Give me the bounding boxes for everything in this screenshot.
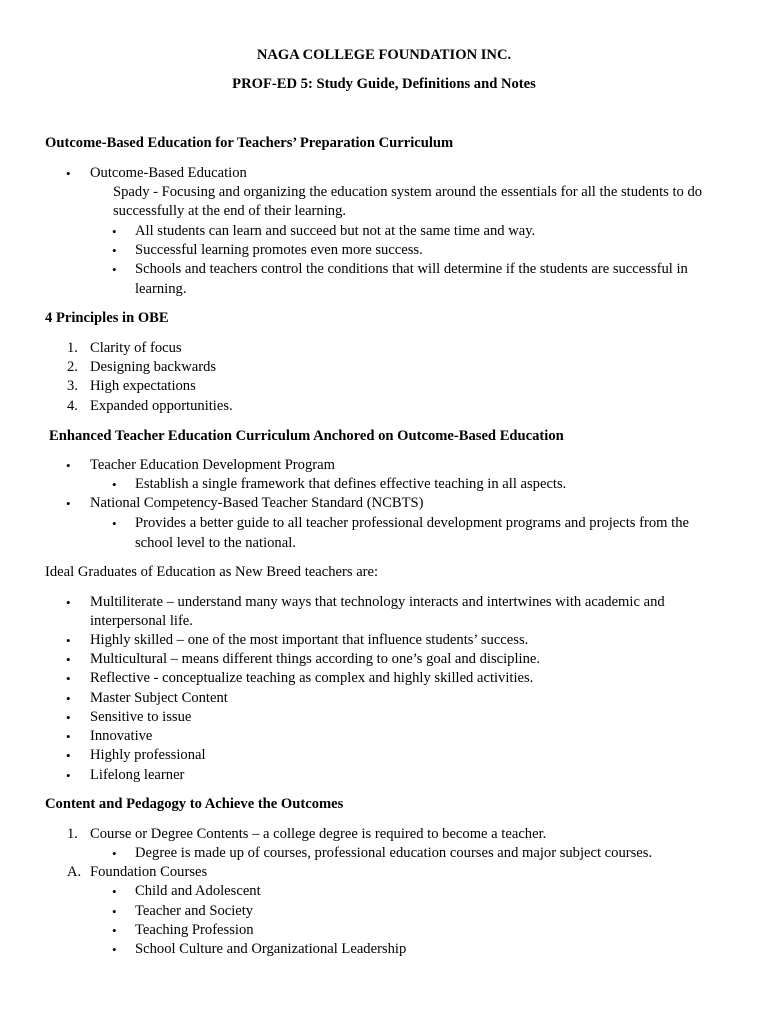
list-item: Reflective - conceptualize teaching as complex and highly skilled activities. (90, 670, 534, 686)
ideal-graduates-intro: Ideal Graduates of Education as New Breed teachers are: (45, 564, 379, 580)
list-item: National Competency-Based Teacher Standard (NCBTS) (90, 495, 424, 511)
bullet-icon: • (66, 710, 71, 725)
list-item: Teacher and Society (135, 903, 254, 919)
bullet-icon: • (66, 166, 71, 181)
doc-subtitle: PROF-ED 5: Study Guide, Definitions and Notes (232, 76, 536, 92)
list-item: Teacher Education Development Program (90, 457, 335, 473)
bullet-icon: • (112, 224, 117, 239)
list-item: Clarity of focus (90, 340, 182, 356)
bullet-icon: • (66, 652, 71, 667)
bullet-icon: • (112, 923, 117, 938)
list-number: 4. (67, 398, 78, 414)
list-item: Master Subject Content (90, 690, 228, 706)
bullet-icon: • (66, 729, 71, 744)
section-heading-etec: Enhanced Teacher Education Curriculum Anchored on Outcome-Based Education (49, 428, 564, 444)
bullet-icon: • (66, 633, 71, 648)
list-item: Successful learning promotes even more success. (135, 242, 423, 258)
bullet-icon: • (66, 691, 71, 706)
definition-text: successfully at the end of their learning. (113, 203, 347, 219)
bullet-icon: • (66, 595, 71, 610)
bullet-icon: • (66, 458, 71, 473)
bullet-icon: • (112, 884, 117, 899)
bullet-icon: • (112, 942, 117, 957)
list-item: Sensitive to issue (90, 709, 192, 725)
bullet-icon: • (112, 262, 117, 277)
list-item: Establish a single framework that defines effective teaching in all aspects. (135, 476, 567, 492)
list-item: Outcome-Based Education (90, 165, 247, 181)
list-item: Schools and teachers control the conditions that will determine if the students are successful in (135, 261, 688, 277)
list-item: interpersonal life. (90, 613, 193, 629)
list-item: Degree is made up of courses, professional education courses and major subject courses. (135, 845, 653, 861)
org-title: NAGA COLLEGE FOUNDATION INC. (256, 47, 512, 63)
list-item: Child and Adolescent (135, 883, 261, 899)
list-item: High expectations (90, 378, 196, 394)
list-letter: A. (67, 864, 82, 880)
list-item: Provides a better guide to all teacher professional development programs and projects from the (135, 515, 689, 531)
section-heading-obe: Outcome-Based Education for Teachers’ Preparation Curriculum (45, 135, 454, 151)
bullet-icon: • (112, 477, 117, 492)
bullet-icon: • (66, 671, 71, 686)
list-item: learning. (135, 281, 187, 297)
bullet-icon: • (66, 748, 71, 763)
bullet-icon: • (66, 496, 71, 511)
list-item: Highly professional (90, 747, 206, 763)
list-number: 1. (67, 826, 78, 842)
list-item: Highly skilled – one of the most important that influence students’ success. (90, 632, 529, 648)
bullet-icon: • (112, 516, 117, 531)
list-number: 3. (67, 378, 78, 394)
list-item: Innovative (90, 728, 153, 744)
list-item: school level to the national. (135, 535, 296, 551)
bullet-icon: • (112, 243, 117, 258)
list-item: Expanded opportunities. (90, 398, 233, 414)
list-item: Multiliterate – understand many ways that technology interacts and intertwines with academic and (90, 594, 665, 610)
list-item: School Culture and Organizational Leadership (135, 941, 407, 957)
list-item: Course or Degree Contents – a college degree is required to become a teacher. (90, 826, 547, 842)
list-item: Multicultural – means different things according to one’s goal and discipline. (90, 651, 541, 667)
section-heading-content-pedagogy: Content and Pedagogy to Achieve the Outcomes (45, 796, 344, 812)
section-heading-principles: 4 Principles in OBE (45, 310, 169, 326)
bullet-icon: • (66, 768, 71, 783)
list-item: Lifelong learner (90, 767, 185, 783)
list-item: All students can learn and succeed but not at the same time and way. (135, 223, 536, 239)
list-number: 1. (67, 340, 78, 356)
list-number: 2. (67, 359, 78, 375)
list-item: Designing backwards (90, 359, 217, 375)
definition-text: Spady - Focusing and organizing the education system around the essentials for all the students to do (113, 184, 703, 200)
list-item: Foundation Courses (90, 864, 208, 880)
bullet-icon: • (112, 904, 117, 919)
list-item: Teaching Profession (135, 922, 254, 938)
bullet-icon: • (112, 846, 117, 861)
